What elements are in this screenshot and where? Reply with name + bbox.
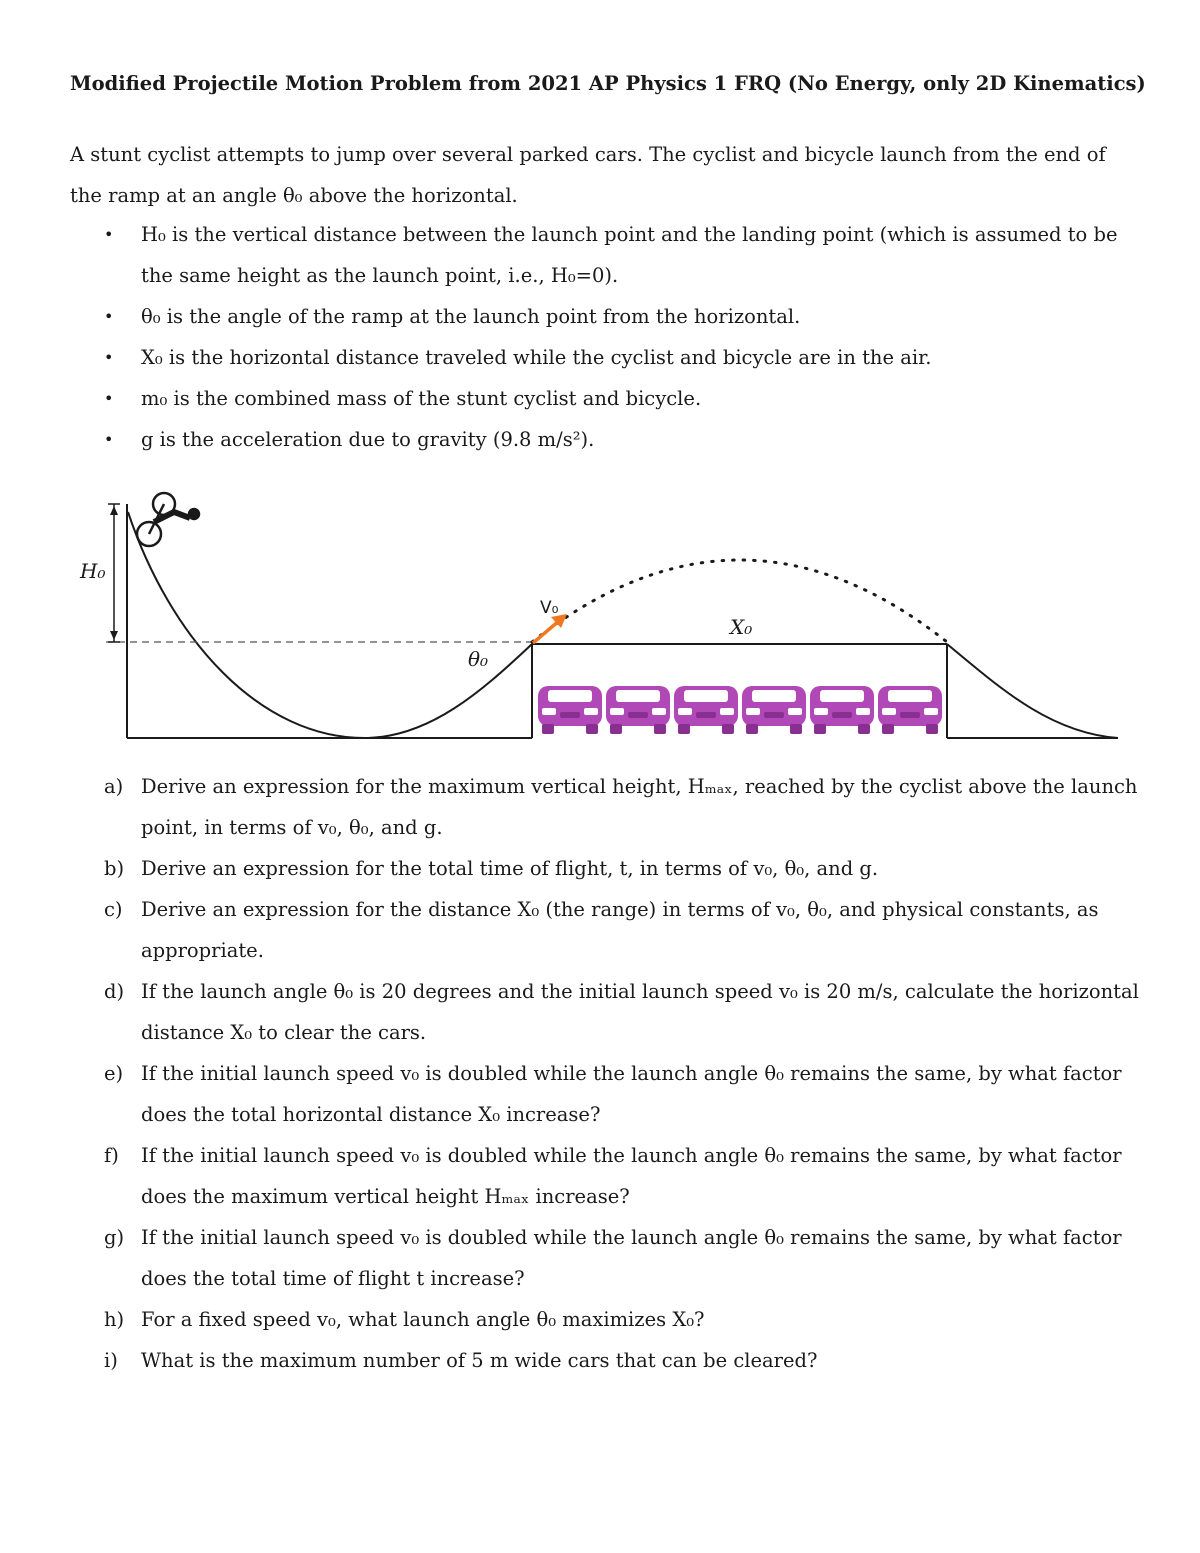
ramp-curve [128,512,532,738]
question-text: If the launch angle θ₀ is 20 degrees and the initial launch speed v₀ is 20 m/s, calculate the horizontal distance X₀ to clear the cars. [141,980,1139,1044]
h0-label: H₀ [80,559,106,583]
stunt-jump-diagram [70,488,1130,750]
question-item [70,1135,1140,1217]
v0-label: V₀ [540,598,559,618]
h0-dimension [108,504,120,642]
definition-text: g is the acceleration due to gravity (9.8 m/s²). [141,428,595,451]
bullet-icon: • [104,348,114,367]
question-label: c) [104,898,123,921]
question-text: Derive an expression for the maximum vertical height, Hₘₐₓ, reached by the cyclist above the launch point, in terms of v₀, θ₀, and g. [141,775,1138,839]
question-text: If the initial launch speed v₀ is doubled while the launch angle θ₀ remains the same, by what factor does the total horizontal distance X₀ increase? [141,1062,1122,1126]
cyclist-icon [137,493,199,546]
list-item [70,419,1140,460]
bullet-icon: • [104,225,114,244]
car-icon [878,686,942,734]
question-text: For a fixed speed v₀, what launch angle θ₀ maximizes X₀? [141,1308,705,1331]
list-item [70,214,1140,296]
question-label: a) [104,775,124,798]
definition-text: H₀ is the vertical distance between the launch point and the landing point (which is assumed to be the same height as the launch point, i.e., H₀=0). [141,223,1118,287]
question-text: What is the maximum number of 5 m wide cars that can be cleared? [141,1349,818,1372]
question-item [70,971,1140,1053]
question-label: i) [104,1349,118,1372]
question-label: d) [104,980,125,1003]
definition-text: X₀ is the horizontal distance traveled while the cyclist and bicycle are in the air. [141,346,932,369]
question-item [70,1053,1140,1135]
question-item [70,766,1140,848]
question-text: If the initial launch speed v₀ is doubled while the launch angle θ₀ remains the same, by what factor does the maximum vertical height Hₘₐₓ increase? [141,1144,1122,1208]
bullet-icon: • [104,307,114,326]
question-text: If the initial launch speed v₀ is doubled while the launch angle θ₀ remains the same, by what factor does the total time of flight t increase? [141,1226,1122,1290]
question-item [70,1340,1140,1381]
questions-list [70,766,1140,1381]
bullet-icon: • [104,430,114,449]
car-icon [742,686,806,734]
bullet-icon: • [104,389,114,408]
list-item [70,296,1140,337]
question-item [70,1217,1140,1299]
question-label: f) [104,1144,119,1167]
question-label: h) [104,1308,125,1331]
list-item [70,378,1140,419]
definitions-list [70,214,1140,460]
intro-paragraph: A stunt cyclist attempts to jump over several parked cars. The cyclist and bicycle launch from the end of the ramp at an angle θ₀ above the horizontal. [70,143,1106,207]
page-title: Modified Projectile Motion Problem from 2021 AP Physics 1 FRQ (No Energy, only 2D Kinematics) [70,72,1146,95]
question-label: g) [104,1226,125,1249]
question-item [70,889,1140,971]
landing-ramp [947,644,1118,738]
cars-group [538,686,942,734]
question-label: b) [104,857,125,880]
velocity-arrow-icon [533,614,567,643]
definition-text: θ₀ is the angle of the ramp at the launch point from the horizontal. [141,305,801,328]
definition-text: m₀ is the combined mass of the stunt cyclist and bicycle. [141,387,702,410]
question-text: Derive an expression for the distance X₀ (the range) in terms of v₀, θ₀, and physical constants, as appropriate. [141,898,1099,962]
question-item [70,1299,1140,1340]
question-label: e) [104,1062,124,1085]
car-icon [538,686,602,734]
car-icon [674,686,738,734]
list-item [70,337,1140,378]
x0-label: X₀ [730,615,753,639]
car-icon [810,686,874,734]
question-item [70,848,1140,889]
question-text: Derive an expression for the total time of flight, t, in terms of v₀, θ₀, and g. [141,857,879,880]
car-icon [606,686,670,734]
theta0-label: θ₀ [468,647,489,671]
